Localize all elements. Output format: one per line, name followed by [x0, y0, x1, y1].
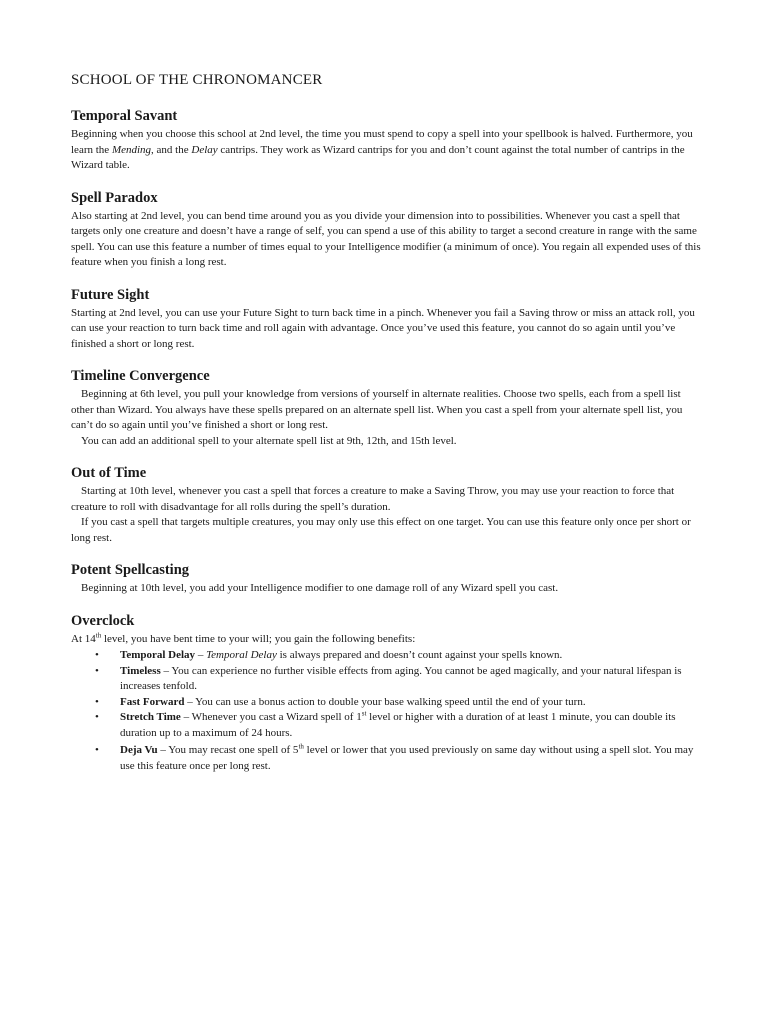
- heading-potent-spellcasting: Potent Spellcasting: [71, 562, 190, 578]
- paragraph-temporal-savant: Beginning when you choose this school at 2nd level, the time you must spend to copy a spell into your spellbook is halved. Furthermore, you learn the Mending, and the Delay cantrips. They work as Wizard cantrips for you and don’t count against the total number of cantrips in the Wizard table.: [71, 128, 693, 171]
- heading-out-of-time: Out of Time: [71, 465, 147, 481]
- paragraph-future-sight: Starting at 2nd level, you can use your Future Sight to turn back time in a pinch. Whenever you fail a Saving throw or miss an attack roll, you can use your reaction to turn back time and roll again with advantage. Once you’ve used this feature, you cannot do so again until you’ve finished a short or long rest.: [71, 306, 695, 350]
- paragraph-spell-paradox: Also starting at 2nd level, you can bend time around you as you divide your dimension into to possibilities. Whenever you cast a spell that targets only one creature and doesn’t have a range of self, you can spend a use of this ability to target a second creature in range with the same spell. You can use this feature a number of times equal to your Intelligence modifier (a minimum of once). You regain all expended uses of this feature when you finish a long rest.: [71, 209, 701, 268]
- document-page: [71, 72, 701, 790]
- paragraph-overclock-intro: At 14th level, you have bent time to your will; you gain the following benefits:: [71, 630, 416, 645]
- heading-temporal-savant: Temporal Savant: [71, 108, 178, 124]
- list-item-deja-vu: • Deja Vu – You may recast one spell of 5th level or lower that you used previously on same day without using a spell slot. You may use this feature once per long rest.: [95, 742, 694, 772]
- list-item-fast-forward: • Fast Forward – You can use a bonus action to double your base walking speed until the end of your turn.: [71, 695, 701, 711]
- paragraph-timeline-convergence-2: You can add an additional spell to your alternate spell list at 9th, 12th, and 15th level.: [81, 434, 457, 447]
- section-timeline-convergence: [71, 368, 701, 449]
- document-title: SCHOOL OF THE CHRONOMANCER: [71, 72, 323, 88]
- heading-future-sight: Future Sight: [71, 286, 150, 303]
- bullet-icon: •: [95, 664, 99, 677]
- paragraph-timeline-convergence-1: Beginning at 6th level, you pull your knowledge from versions of yourself in alternate realities. Choose two spells, each from a spell list other than Wizard. You always have these spells prepared on an alternate spell list. When you cast a spell from your alternate spell list, you can’t do so again until you’ve finished a short or long rest.: [71, 388, 683, 431]
- paragraph-potent-spellcasting: Beginning at 10th level, you add your Intelligence modifier to one damage roll of any Wizard spell you cast.: [81, 582, 559, 594]
- heading-timeline-convergence: Timeline Convergence: [71, 368, 210, 384]
- list-item-timeless: • Timeless – You can experience no further visible effects from aging. You cannot be aged magically, and your natural lifespan is increases tenfold.: [95, 664, 682, 692]
- list-item-temporal-delay: • Temporal Delay – Temporal Delay is always prepared and doesn’t count against your spells known.: [71, 648, 701, 664]
- overclock-benefits-list: [71, 648, 701, 774]
- section-out-of-time: [71, 465, 701, 546]
- bullet-icon: •: [95, 711, 99, 723]
- bullet-icon: •: [95, 649, 99, 661]
- heading-spell-paradox: Spell Paradox: [71, 189, 158, 206]
- section-spell-paradox: [71, 190, 701, 271]
- heading-overclock: Overclock: [71, 612, 135, 629]
- paragraph-out-of-time-2: If you cast a spell that targets multiple creatures, you may only use this effect on one target. You can use this feature only once per short or long rest.: [71, 516, 691, 544]
- bullet-icon: •: [95, 744, 99, 756]
- bullet-icon: •: [95, 695, 99, 708]
- paragraph-out-of-time-1: Starting at 10th level, whenever you cast a spell that forces a creature to make a Saving Throw, you may use your reaction to force that creature to roll with disadvantage for all rolls during the spell’s duration.: [71, 485, 675, 513]
- list-item-stretch-time: • Stretch Time – Whenever you cast a Wizard spell of 1st level or higher with a duration of at least 1 minute, you can double its duration up to a maximum of 24 hours.: [95, 709, 676, 739]
- section-potent-spellcasting: [71, 562, 701, 597]
- section-future-sight: [71, 287, 701, 353]
- section-temporal-savant: [71, 108, 701, 174]
- section-overclock: [71, 613, 701, 775]
